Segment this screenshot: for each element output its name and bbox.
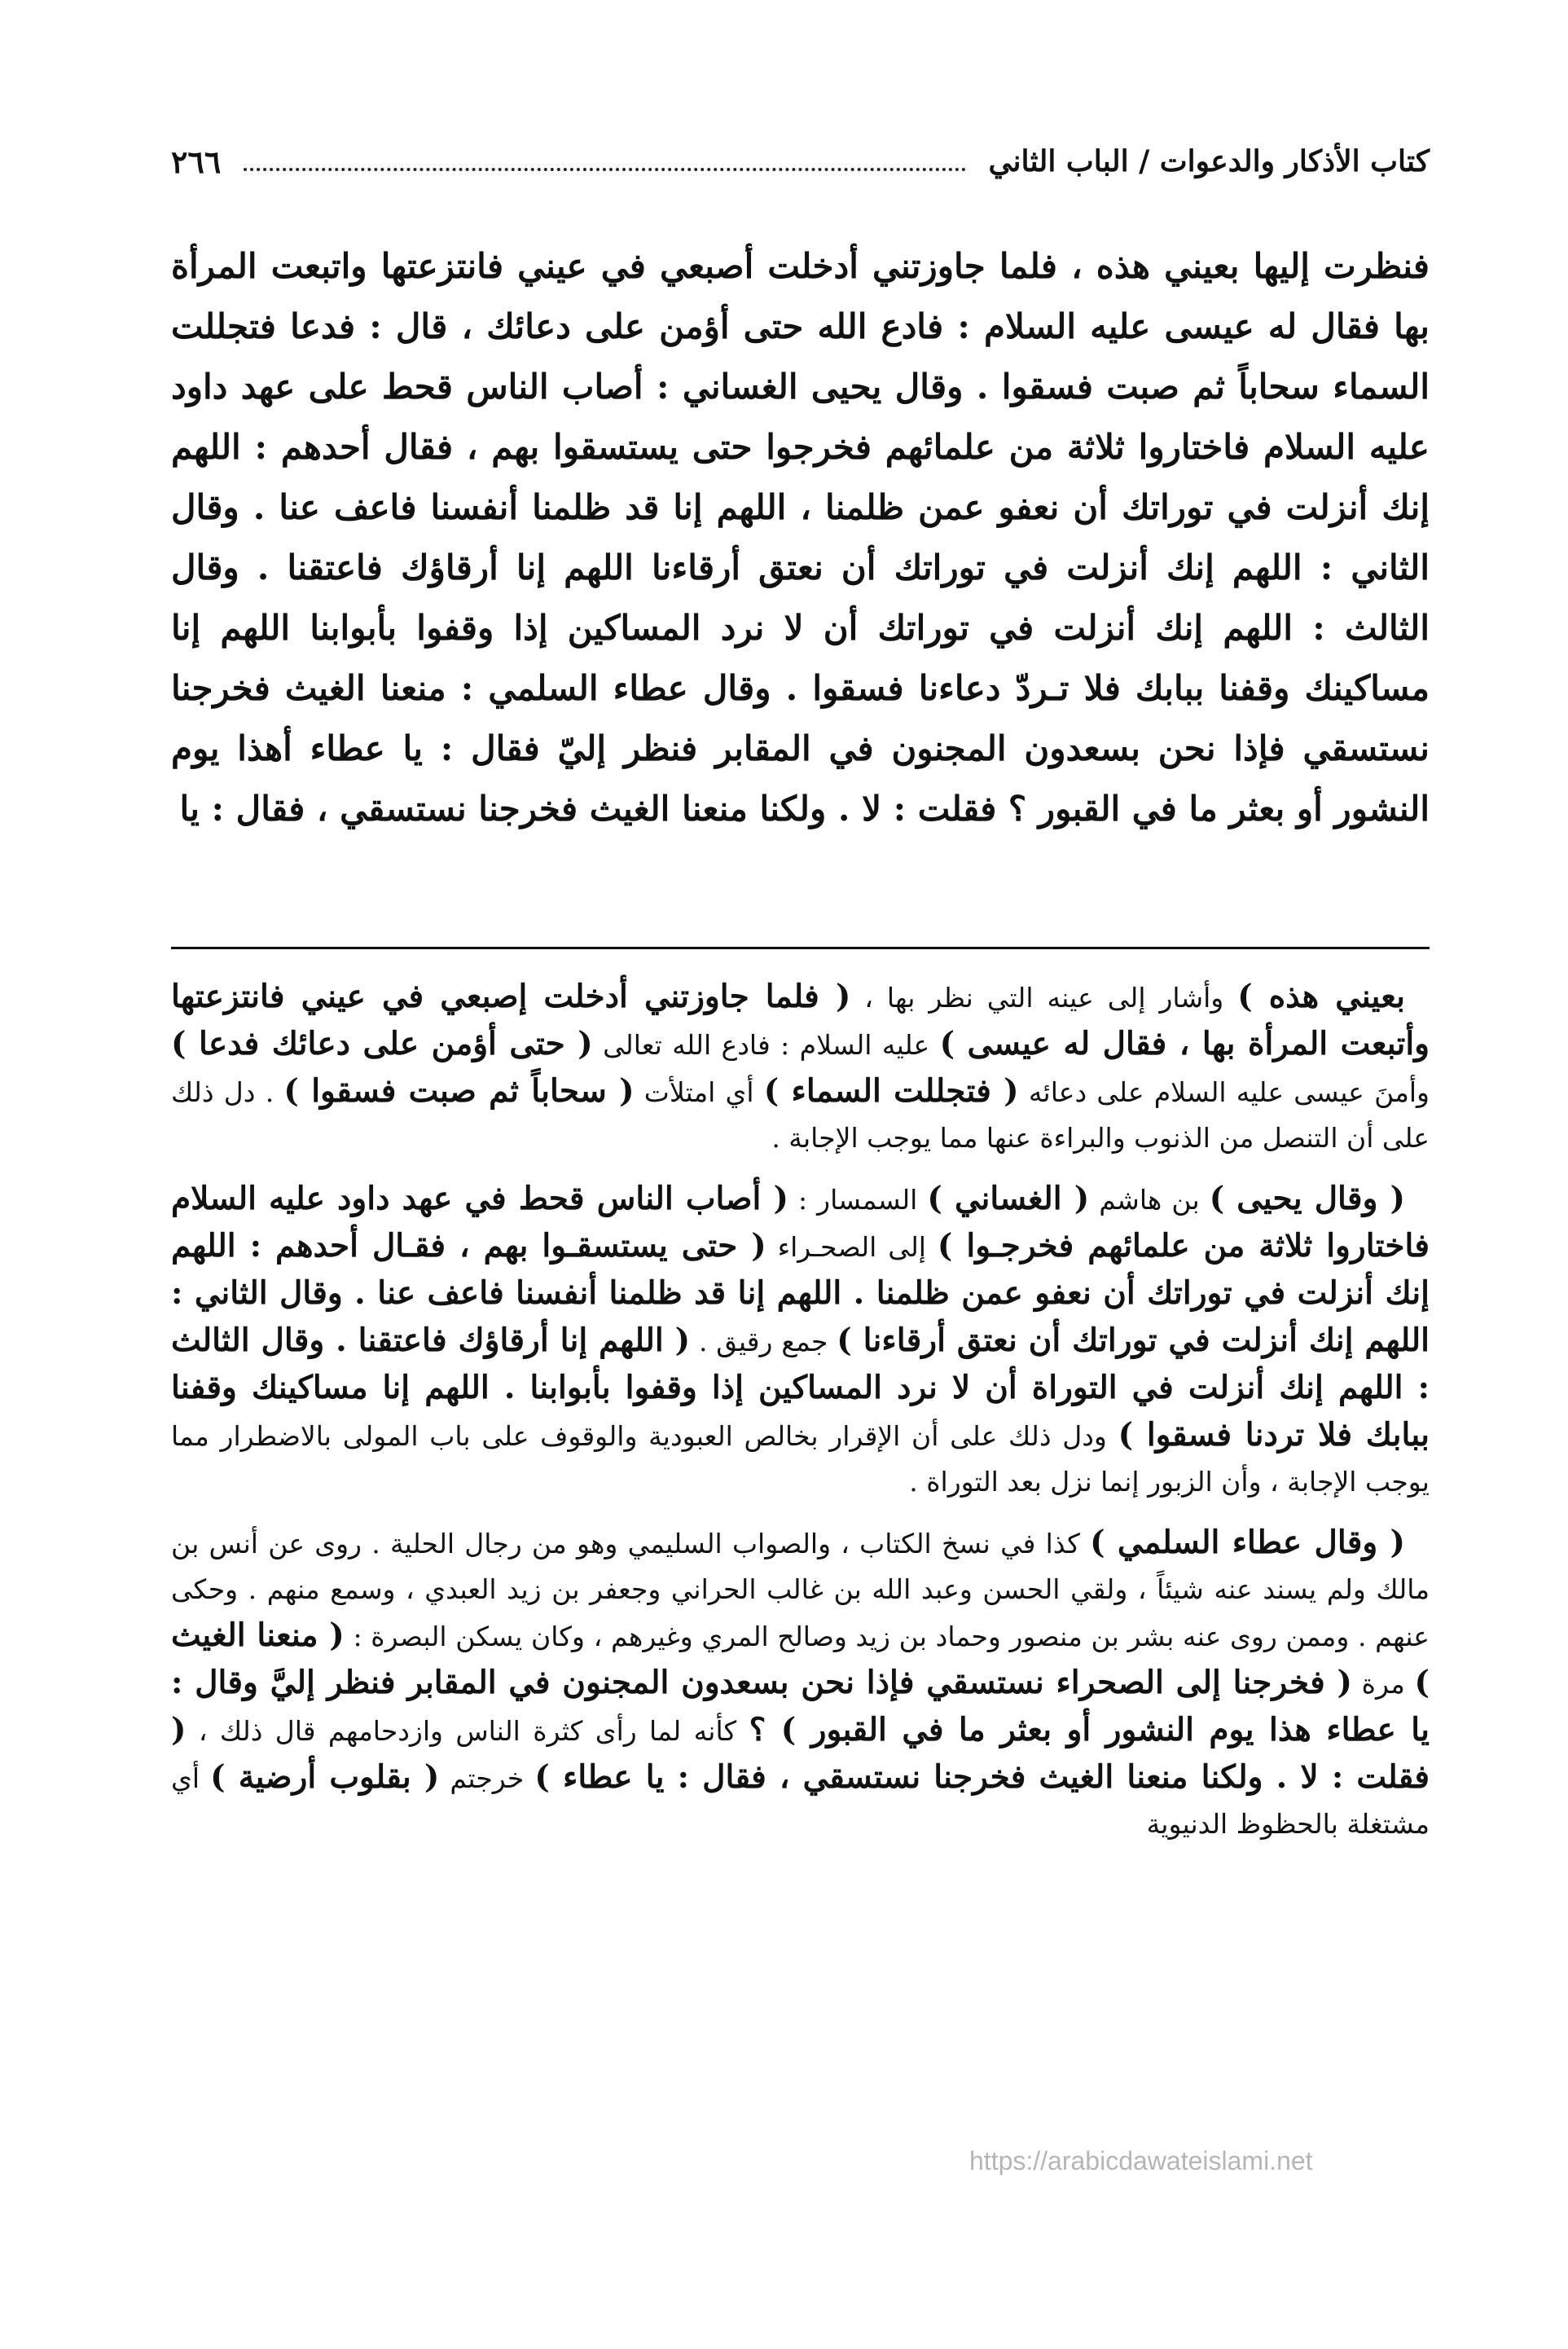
quoted-matn-text: ( منعنا الغيث ) xyxy=(171,1617,1430,1701)
quoted-matn-text: ( أصاب الناس قحط في عهد داود عليه السلام فاختاروا ثلاثة من علمائهم فخرجـوا ) xyxy=(171,1180,1430,1265)
quoted-matn-text: ( سحاباً ثم صبت فسقوا ) xyxy=(283,1072,635,1110)
commentary-text: ودل ذلك على أن الإقرار بخالص العبودية والوقوف على باب المولى بالاضطرار مما يوجب الإجابة ، وأن الزبور إنما نزل بعد التوراة . xyxy=(171,1420,1430,1498)
commentary-text: خرجتم xyxy=(439,1762,535,1794)
quoted-matn-text: بعيني هذه ) xyxy=(1237,978,1405,1015)
quoted-matn-text: ( وقال يحيى ) xyxy=(1209,1180,1405,1217)
quoted-matn-text: ( فخرجنا إلى الصحراء نستسقي فإذا نحن بسعدون المجنون في المقابر فنظر إليَّ وقال : يا عطاء هذا يوم النشور أو بعثر ما في القبور ) ؟ xyxy=(171,1664,1430,1749)
commentary-text: عليه السلام : فادع الله تعالى xyxy=(592,1029,940,1061)
commentary-paragraph xyxy=(171,1176,1430,1505)
quoted-matn-text: ( فلما جاوزتني أدخلت إصبعي في عيني فانتزعتها وأتبعت المرأة بها ، فقال له عيسى ) xyxy=(171,978,1430,1062)
main-text-paragraph: فنظرت إليها بعيني هذه ، فلما جاوزتني أدخلت أصبعي في عيني فانتزعتها واتبعت المرأة بها فقال له عيسى عليه السلام : فادع الله حتى أؤمن على دعائك ، قال : فدعا فتجللت السماء سحاباً ثم صبت فسقوا . وقال يحيى الغساني : أصاب الناس قحط على عهد داود عليه السلام فاختاروا ثلاثة من علمائهم فخرجوا حتى يستسقوا بهم ، فقال أحدهم : اللهم إنك أنزلت في توراتك أن نعفو عمن ظلمنا ، اللهم إنا قد ظلمنا أنفسنا فاعف عنا . وقال الثاني : اللهم إنك أنزلت في توراتك أن نعتق أرقاءنا اللهم إنا أرقاؤك فاعتقنا . وقال الثالث : اللهم إنك أنزلت في توراتك أن لا نرد المساكين إذا وقفوا بأبوابنا اللهم إنا مساكينك وقفنا ببابك فلا تـردّ دعاءنا فسقوا . وقال عطاء السلمي : منعنا الغيث فخرجنا نستسقي فإذا نحن بسعدون المجنون في المقابر فنظر إليّ فقال : يا عطاء أهذا يوم النشور أو بعثر ما في القبور ؟ فقلت : لا . ولكنا منعنا الغيث فخرجنا نستسقي ، فقال : يا xyxy=(171,246,1430,829)
quoted-matn-text: ( حتى أؤمن على دعائك فدعا ) xyxy=(171,1025,593,1062)
commentary-text: بن هاشم xyxy=(1089,1184,1210,1216)
quoted-matn-text: ( فقلت : لا . ولكنا منعنا الغيث فخرجنا نستسقي ، فقال : يا عطاء ) xyxy=(171,1711,1430,1796)
commentary-text: مرة xyxy=(1351,1668,1415,1700)
commentary-paragraph xyxy=(171,974,1430,1161)
quoted-matn-text: ( بقلوب أرضية ) xyxy=(210,1758,440,1796)
quoted-matn-text: ( الغساني ) xyxy=(927,1180,1090,1217)
running-head-title: كتاب الأذكار والدعوات / الباب الثاني xyxy=(988,144,1430,178)
commentary-text: أي امتلأت xyxy=(634,1076,764,1108)
commentary-text: . دل ذلك على أن التنصل من الذنوب والبراءة عنها مما يوجب الإجابة . xyxy=(171,1076,1430,1154)
commentary-text: أي مشتغلة بالحظوظ الدنيوية xyxy=(171,1762,1430,1840)
quoted-matn-text: ( اللهم إنا أرقاؤك فاعتقنا . وقال الثالث : اللهم إنك أنزلت في التوراة أن لا نرد المساكين إذا وقفوا بأبوابنا . اللهم إنا مساكينك وقفنا ببابك فلا تردنا فسقوا ) xyxy=(171,1322,1430,1454)
commentary-paragraph xyxy=(171,1520,1430,1847)
commentary-text: كأنه لما رأى كثرة الناس وازدحامهم قال ذلك ، xyxy=(186,1715,749,1747)
leader-dots xyxy=(244,168,965,171)
running-head xyxy=(171,137,1430,186)
commentary-text: جمع رقيق . xyxy=(690,1326,837,1357)
commentary-text: إلى الصحـراء xyxy=(766,1231,938,1263)
commentary-block xyxy=(171,974,1430,1862)
commentary-text: كذا في نسخ الكتاب ، والصواب السليمي وهو من رجال الحلية . روى عن أنس بن مالك ولم يسند عنه شيئاً ، ولقي الحسن وعبد الله بن غالب الحراني وجعفر بن زيد العبدي ، وسمع منهم . وحكى عنهم . وممن روى عنه بشر بن منصور وحماد بن زيد وصالح المري وغيرهم ، وكان يسكن البصرة : xyxy=(171,1528,1430,1652)
commentary-text: السمسار : xyxy=(788,1184,928,1216)
watermark-url: https://arabicdawateislami.net xyxy=(969,2146,1313,2175)
main-text-block xyxy=(171,236,1430,839)
quoted-matn-text: ( فتجللت السماء ) xyxy=(763,1072,1019,1110)
quoted-matn-text: ( وقال عطاء السلمي ) xyxy=(1090,1524,1405,1561)
commentary-text: وأشار إلى عينه التي نظر بها ، xyxy=(850,982,1238,1014)
page-number: ٢٦٦ xyxy=(171,143,222,180)
commentary-text: وأمنَ عيسى عليه السلام على دعائه xyxy=(1018,1076,1430,1108)
quoted-matn-text: ( حتى يستسقـوا بهم ، فقـال أحدهم : اللهم إنك أنزلت في توراتك أن نعفو عمن ظلمنا . اللهم إنا قد ظلمنا أنفسنا فاعف عنا . وقال الثاني : اللهم إنك أنزلت في توراتك أن نعتق أرقاءنا ) xyxy=(171,1227,1430,1359)
footnote-separator-rule xyxy=(171,947,1430,949)
